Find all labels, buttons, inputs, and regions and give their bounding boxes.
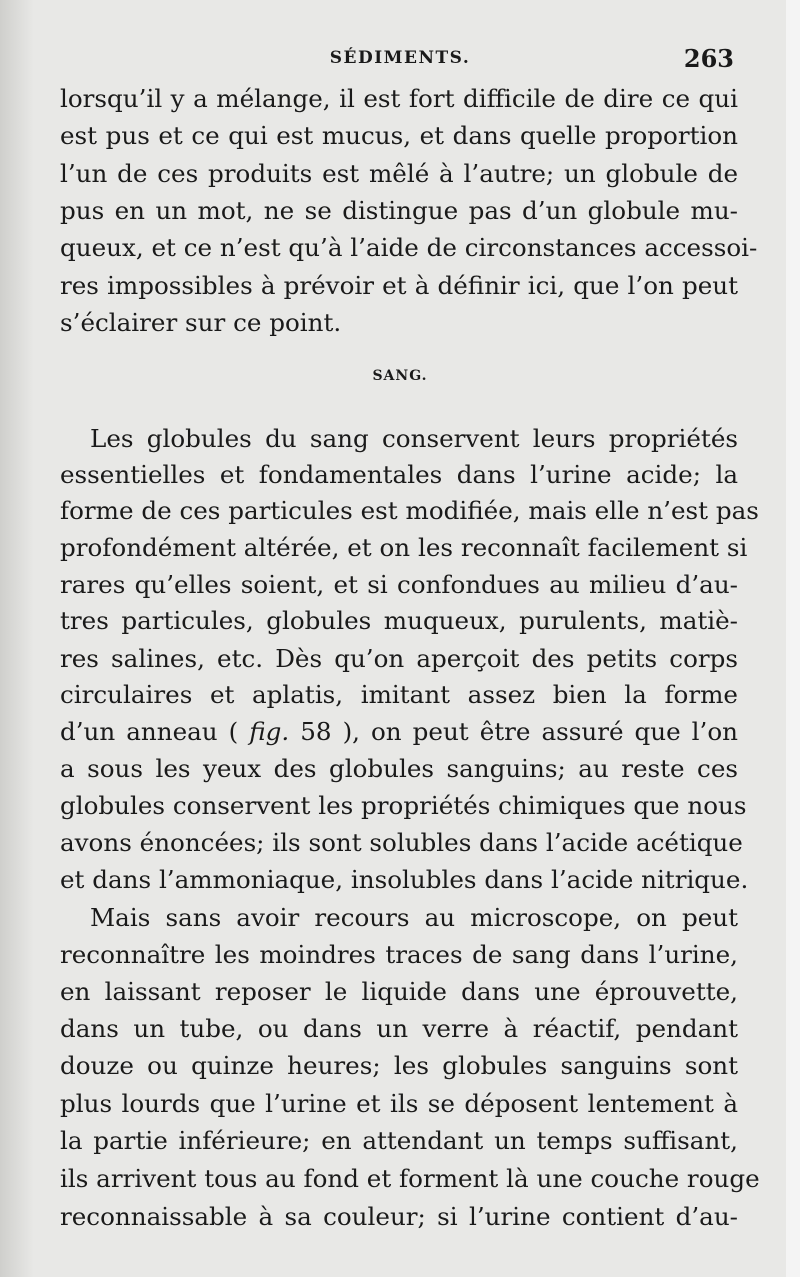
text-line: est pus et ce qui est mucus, et dans quelle proportion [60, 121, 738, 150]
text-line: tres particules, globules muqueux, purulents, matiè- [60, 606, 738, 635]
text-line: res impossibles à prévoir et à définir ici, que l’on peut [60, 271, 738, 300]
text-line: res salines, etc. Dès qu’on aperçoit des petits corps [60, 644, 738, 673]
text-line: profondément altérée, et on les reconnaît facilement si [60, 533, 748, 562]
text-line: pus en un mot, ne se distingue pas d’un globule mu- [60, 196, 738, 225]
text-line: Les globules du sang conservent leurs propriétés [90, 424, 738, 453]
text-line: reconnaissable à sa couleur; si l’urine contient d’au- [60, 1202, 738, 1231]
text-line: l’un de ces produits est mêlé à l’autre; un globule de [60, 159, 738, 188]
text-line: ils arrivent tous au fond et forment là une couche rouge [60, 1164, 760, 1193]
page-header [60, 44, 740, 74]
text-line: globules conservent les propriétés chimiques que nous [60, 791, 747, 820]
text-line: circulaires et aplatis, imitant assez bien la forme [60, 680, 738, 709]
text-line: douze ou quinze heures; les globules sanguins sont [60, 1051, 738, 1080]
page-number: 263 [683, 44, 734, 73]
text-line: lorsqu’il y a mélange, il est fort difficile de dire ce qui [60, 84, 738, 113]
text-line: reconnaître les moindres traces de sang dans l’urine, [60, 940, 738, 969]
figure-reference: fig. [249, 717, 290, 746]
text-line: queux, et ce n’est qu’à l’aide de circonstances accessoi- [60, 233, 758, 262]
text-line: a sous les yeux des globules sanguins; au reste ces [60, 754, 738, 783]
section-title: SANG. [372, 368, 428, 384]
text-line: rares qu’elles soient, et si confondues au milieu d’au- [60, 570, 738, 599]
text-line: s’éclairer sur ce point. [60, 308, 342, 337]
page-gutter-shadow [0, 0, 34, 1277]
text-line: d’un anneau ( fig. 58 ), on peut être assuré que l’on [60, 717, 739, 746]
page-edge [786, 0, 800, 1277]
text-line: en laissant reposer le liquide dans une éprouvette, [60, 977, 738, 1006]
text-line: Mais sans avoir recours au microscope, on peut [90, 903, 738, 932]
text-line: plus lourds que l’urine et ils se déposent lentement à [60, 1089, 738, 1118]
text-line: avons énoncées; ils sont solubles dans l’acide acétique [60, 828, 743, 857]
text-line: dans un tube, ou dans un verre à réactif, pendant [60, 1014, 738, 1043]
text-line: forme de ces particules est modifiée, mais elle n’est pas [60, 496, 759, 525]
text-line: essentielles et fondamentales dans l’urine acide; la [60, 460, 738, 489]
running-head: SÉDIMENTS. [329, 48, 471, 68]
text-line: et dans l’ammoniaque, insolubles dans l’acide nitrique. [60, 865, 749, 894]
text-line: la partie inférieure; en attendant un temps suffisant, [60, 1126, 738, 1155]
